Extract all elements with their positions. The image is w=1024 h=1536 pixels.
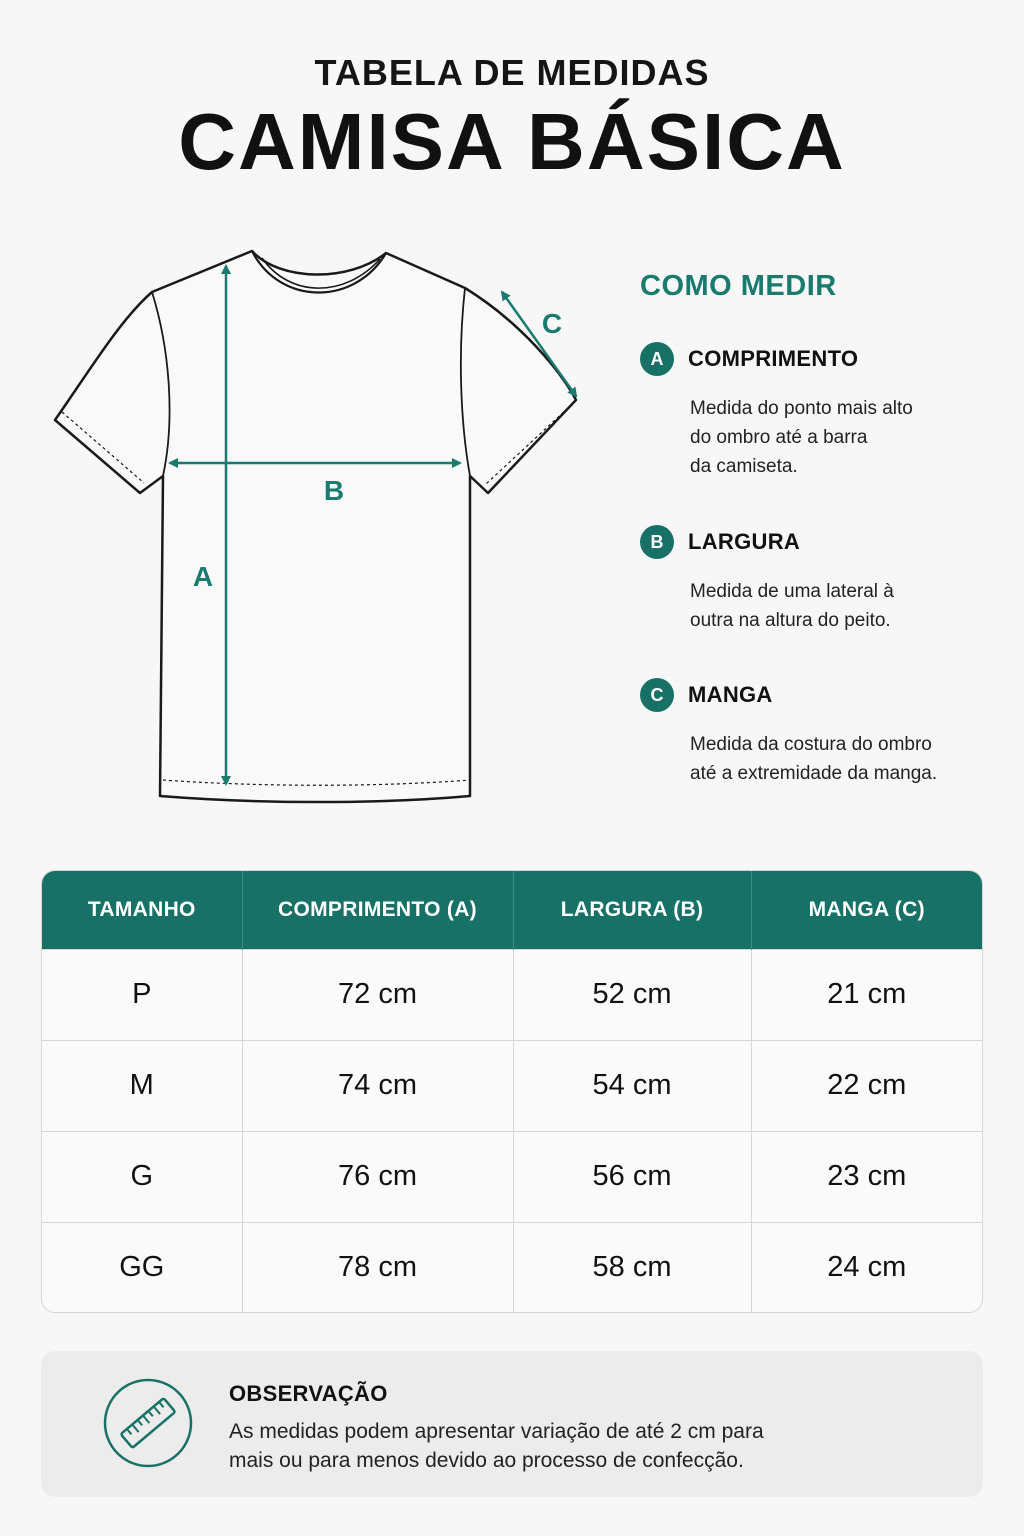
header-manga: MANGA (C) xyxy=(808,897,925,921)
tshirt-outline xyxy=(55,251,576,802)
desc-line: outra na altura do peito. xyxy=(690,610,891,631)
cell-value: 52 cm xyxy=(513,949,751,1040)
cell-value: 72 cm xyxy=(242,949,513,1040)
header-tamanho: TAMANHO xyxy=(42,871,242,949)
measure-item-manga xyxy=(640,678,1000,788)
ruler-icon xyxy=(103,1378,193,1468)
table-header-row xyxy=(42,871,982,949)
badge-b: B xyxy=(640,525,674,559)
size-table xyxy=(41,870,983,1313)
badge-c: C xyxy=(640,678,674,712)
note-title: OBSERVAÇÃO xyxy=(229,1381,388,1406)
cell-size: M xyxy=(42,1040,242,1131)
measure-name: MANGA xyxy=(688,682,773,707)
badge-a: A xyxy=(640,342,674,376)
label-b: B xyxy=(323,475,345,506)
cell-size: G xyxy=(42,1131,242,1222)
table-row xyxy=(42,1131,982,1222)
table-row xyxy=(42,949,982,1040)
cell-value: 22 cm xyxy=(751,1040,982,1131)
measure-name: COMPRIMENTO xyxy=(688,346,859,371)
header-largura: LARGURA (B) xyxy=(513,871,751,949)
cell-value: 56 cm xyxy=(513,1131,751,1222)
header xyxy=(0,52,1024,184)
desc-line: Medida da costura do ombro xyxy=(690,734,932,755)
cell-value: 21 cm xyxy=(751,949,982,1040)
note-line: mais ou para menos devido ao processo de confecção. xyxy=(229,1449,744,1472)
page-title: CAMISA BÁSICA xyxy=(178,97,846,186)
table-row xyxy=(42,1040,982,1131)
measure-description xyxy=(690,730,1000,788)
desc-line: do ombro até a barra xyxy=(690,427,868,448)
label-a: A xyxy=(192,561,214,592)
cell-value: 74 cm xyxy=(242,1040,513,1131)
table-row xyxy=(42,1222,982,1313)
note-text xyxy=(229,1417,929,1475)
desc-line: até a extremidade da manga. xyxy=(690,763,938,784)
how-to-measure-title: COMO MEDIR xyxy=(640,270,837,302)
label-c: C xyxy=(541,308,563,339)
note-box xyxy=(41,1351,983,1497)
page-subtitle: TABELA DE MEDIDAS xyxy=(314,52,710,93)
desc-line: Medida de uma lateral à xyxy=(690,581,894,602)
cell-value: 24 cm xyxy=(751,1222,982,1313)
cell-value: 78 cm xyxy=(242,1222,513,1313)
measure-name: LARGURA xyxy=(688,529,801,554)
cell-value: 23 cm xyxy=(751,1131,982,1222)
header-comprimento: COMPRIMENTO (A) xyxy=(242,871,513,949)
cell-size: P xyxy=(42,949,242,1040)
cell-value: 76 cm xyxy=(242,1131,513,1222)
measure-item-comprimento xyxy=(640,342,1000,481)
tshirt-diagram xyxy=(40,240,600,820)
note-line: As medidas podem apresentar variação de até 2 cm para xyxy=(229,1420,764,1443)
how-to-measure xyxy=(640,270,1000,784)
desc-line: da camiseta. xyxy=(690,456,798,477)
desc-line: Medida do ponto mais alto xyxy=(690,398,913,419)
cell-value: 54 cm xyxy=(513,1040,751,1131)
measure-description xyxy=(690,394,1000,481)
cell-size: GG xyxy=(42,1222,242,1313)
cell-value: 58 cm xyxy=(513,1222,751,1313)
measure-item-largura xyxy=(640,525,1000,635)
measure-description xyxy=(690,577,1000,635)
